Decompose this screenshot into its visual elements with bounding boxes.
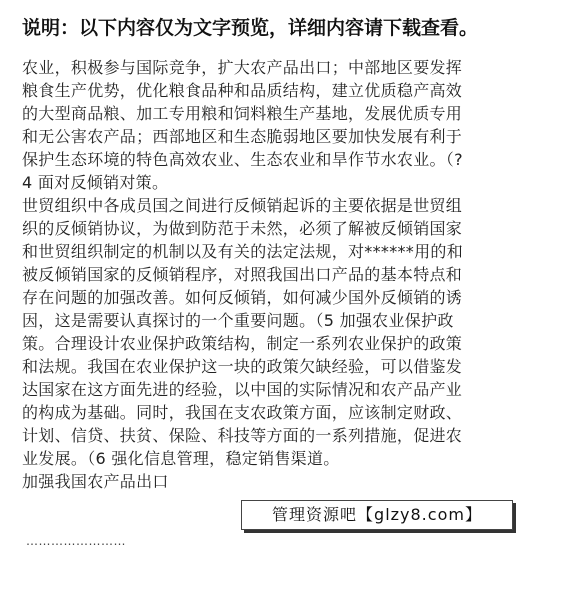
text-line: 和世贸组织制定的机制以及有关的法定法规，对******用的和 bbox=[22, 242, 464, 261]
text-line: 加强我国农产品出口 bbox=[22, 472, 169, 491]
text-line: 被反倾销国家的反倾销程序，对照我国出口产品的基本特点和 bbox=[22, 265, 463, 284]
text-line: 的大型商品粮、加工专用粮和饲料粮生产基地，发展优质专用 bbox=[22, 104, 463, 123]
text-line: 因，这是需要认真探讨的一个重要问题。（5 加强农业保护政 bbox=[22, 311, 454, 330]
preview-notice: 说明：以下内容仅为文字预览，详细内容请下载查看。 bbox=[22, 17, 479, 39]
text-line: 织的反倾销协议，为做到防范于未然，必须了解被反倾销国家 bbox=[22, 219, 463, 238]
text-line: 存在问题的加强改善。如何反倾销，如何减少国外反倾销的诱 bbox=[22, 288, 463, 307]
text-line: 农业，积极参与国际竞争，扩大农产品出口；中部地区要发挥 bbox=[22, 58, 463, 77]
text-line: 和法规。我国在农业保护这一块的政策欠缺经验，可以借鉴发 bbox=[22, 357, 463, 376]
site-watermark-box: 管理资源吧【glzy8.com】 bbox=[241, 500, 513, 530]
text-line: 世贸组织中各成员国之间进行反倾销起诉的主要依据是世贸组 bbox=[22, 196, 463, 215]
text-line: 4 面对反倾销对策。 bbox=[22, 173, 169, 192]
text-line: 保护生态环境的特色高效农业、生态农业和旱作节水农业。（? bbox=[22, 150, 463, 169]
text-line: 的构成为基础。同时，我国在支农政策方面，应该制定财政、 bbox=[22, 403, 463, 422]
text-line: 计划、信贷、扶贫、保险、科技等方面的一系列措施，促进农 bbox=[22, 426, 463, 445]
text-line: 业发展。（6 强化信息管理，稳定销售渠道。 bbox=[22, 449, 340, 468]
truncation-ellipsis: …………………… bbox=[26, 534, 126, 548]
text-line: 策。合理设计农业保护政策结构，制定一系列农业保护的政策 bbox=[22, 334, 463, 353]
text-line: 粮食生产优势，优化粮食品种和品质结构，建立优质稳产高效 bbox=[22, 81, 463, 100]
text-line: 和无公害农产品；西部地区和生态脆弱地区要加快发展有利于 bbox=[22, 127, 463, 146]
document-body bbox=[22, 56, 556, 493]
text-line: 达国家在这方面先进的经验，以中国的实际情况和农产品产业 bbox=[22, 380, 463, 399]
